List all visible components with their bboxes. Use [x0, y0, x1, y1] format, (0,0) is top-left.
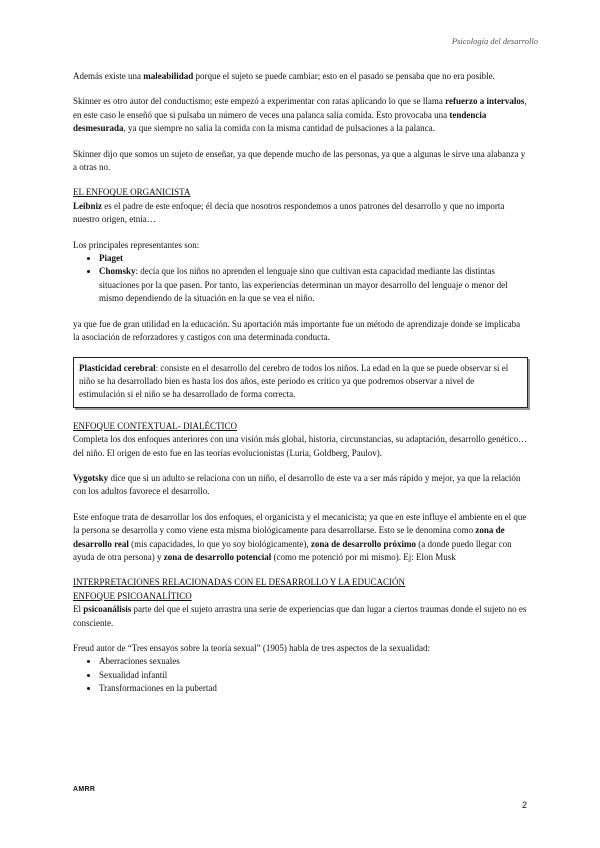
- text: , ya que siempre no salía la comida con la misma cantidad de pulsaciones a la palanca.: [123, 123, 435, 134]
- bold-term: refuerzo a intervalos: [445, 96, 525, 107]
- sexualidad-list: [73, 655, 528, 695]
- list-item: • Sexualidad infantil: [99, 669, 528, 682]
- list-item: [99, 252, 528, 265]
- footer-author: AMRR: [73, 786, 96, 793]
- bold-term: Vygotsky: [73, 472, 109, 483]
- list-item: [99, 265, 528, 305]
- paragraph-zonas: [73, 511, 528, 565]
- paragraph-contextual: Completa los dos enfoques anteriores con una visión más global, historia, circunstancias, su adaptación, desarrollo genético… del niño. El origen de esto fue en las teorías evolucionistas (Luria, Goldberg, Paulov).: [73, 434, 528, 458]
- bold-term: Chomsky: [99, 266, 136, 277]
- text: : consiste en el desarrollo del cerebro de todos los niños. La edad en la que se puede observar si el niño se ha desarrollado bien es hasta los dos años, este periodo es crítico ya que podremos observar a nivel de estimulación si el niño se ha desarrollado de forma correcta.: [79, 362, 509, 400]
- paragraph-skinner-ensenar: Skinner dijo que somos un sujeto de enseñar, ya que depende mucho de las personas, ya que a algunas le sirve una alabanza y a otras no.: [73, 148, 526, 173]
- paragraph-vygotsky: [73, 472, 528, 499]
- paragraph-leibniz: [73, 200, 528, 227]
- text: dice que si un adulto se relaciona con un niño, el desarrollo de este va a ser más rápido y mejor, ya que la relación con los adultos favorece el desarrollo.: [73, 472, 521, 497]
- bold-term: zona de desarrollo potencial: [163, 551, 272, 562]
- text: El: [73, 604, 84, 615]
- paragraph-skinner: [73, 95, 528, 135]
- paragraph-freud: Freud autor de “Tres ensayos sobre la teoría sexual” (1905) habla de tres aspectos de la sexualidad:: [73, 643, 431, 653]
- representantes-intro: Los principales representantes son:: [73, 239, 200, 250]
- text: parte del que el sujeto arrastra una serie de experiencias que dan lugar a ciertos traumas donde el sujeto no es consciente.: [73, 604, 527, 628]
- page-body: [73, 70, 528, 708]
- bold-term: maleabilidad: [143, 71, 194, 81]
- paragraph-psicoanalisis: [73, 603, 528, 630]
- list-item: • Transformaciones en la pubertad: [99, 682, 528, 695]
- text: : decía que los niños no aprenden el lenguaje sino que cultivan esta capacidad mediante las distintas situaciones por la que pasen. Por tanto, las experiencias determinan un mayor desarrollo del lenguaje o menor del mismo dependiendo de la situación en la que se vea el niño.: [99, 266, 508, 304]
- bold-term: Piaget: [99, 253, 123, 264]
- bold-term: Plasticidad cerebral: [79, 362, 156, 373]
- text: (como me potenció por mi mismo). Ej: Elon Musk: [271, 551, 456, 562]
- heading-interpretaciones: INTERPRETACIONES RELACIONADAS CON EL DESARROLLO Y LA EDUCACIÓN: [73, 577, 406, 588]
- representantes-list: [73, 252, 528, 306]
- paragraph-utilidad: ya que fue de gran utilidad en la educación. Su aportación más importante fue un método de aprendizaje donde se implicaba la asociación de reforzadores y castigos con una determinada conducta.: [73, 318, 521, 343]
- text: (mis capacidades, lo que yo soy biológicamente),: [128, 538, 311, 549]
- plasticidad-box: [73, 357, 528, 408]
- paragraph-maleabilidad: [73, 70, 528, 83]
- text: , en este caso le enseñó que si pulsaba un número de veces una palanca salía comida. Esto provocaba una: [73, 96, 527, 120]
- page-number: 2: [521, 800, 527, 810]
- bold-term: zona de desarrollo próximo: [310, 538, 416, 549]
- heading-contextual: ENFOQUE CONTEXTUAL- DIALÉCTICO: [73, 420, 237, 431]
- bold-term: tendencia desmesurada: [73, 109, 487, 134]
- text: porque el sujeto se puede cambiar; esto en el pasado se pensaba que no era posible.: [193, 71, 495, 81]
- bold-term: Leibniz: [73, 200, 103, 211]
- list-item: • Aberraciones sexuales: [99, 655, 528, 668]
- running-header: Psicología del desarrollo: [451, 36, 538, 46]
- text: Este enfoque trata de desarrollar los dos enfoques, el organicista y el mecanicista; ya que en este influye el ambiente en el que la persona se desarrolla y como viene esta misma biológicamente para desarrollarse. Esto se le denomina como: [73, 511, 527, 536]
- text: es el padre de este enfoque; él decía que nosotros respondemos a unos patrones del desarrollo y que no importa nuestro origen, etnia…: [73, 200, 505, 225]
- text: Skinner es otro autor del conductismo; este empezó a experimentar con ratas aplicando lo que se llama: [73, 96, 446, 107]
- text: (a donde puedo llegar con ayuda de otra persona) y: [73, 538, 512, 562]
- heading-psicoanalitico: ENFOQUE PSICOANALÍTICO: [73, 590, 192, 601]
- bold-term: psicoanálisis: [83, 604, 132, 615]
- bold-term: zona de desarrollo real: [73, 525, 505, 549]
- heading-organicista: EL ENFOQUE ORGANICISTA: [73, 187, 191, 198]
- text: Además existe una: [73, 71, 144, 81]
